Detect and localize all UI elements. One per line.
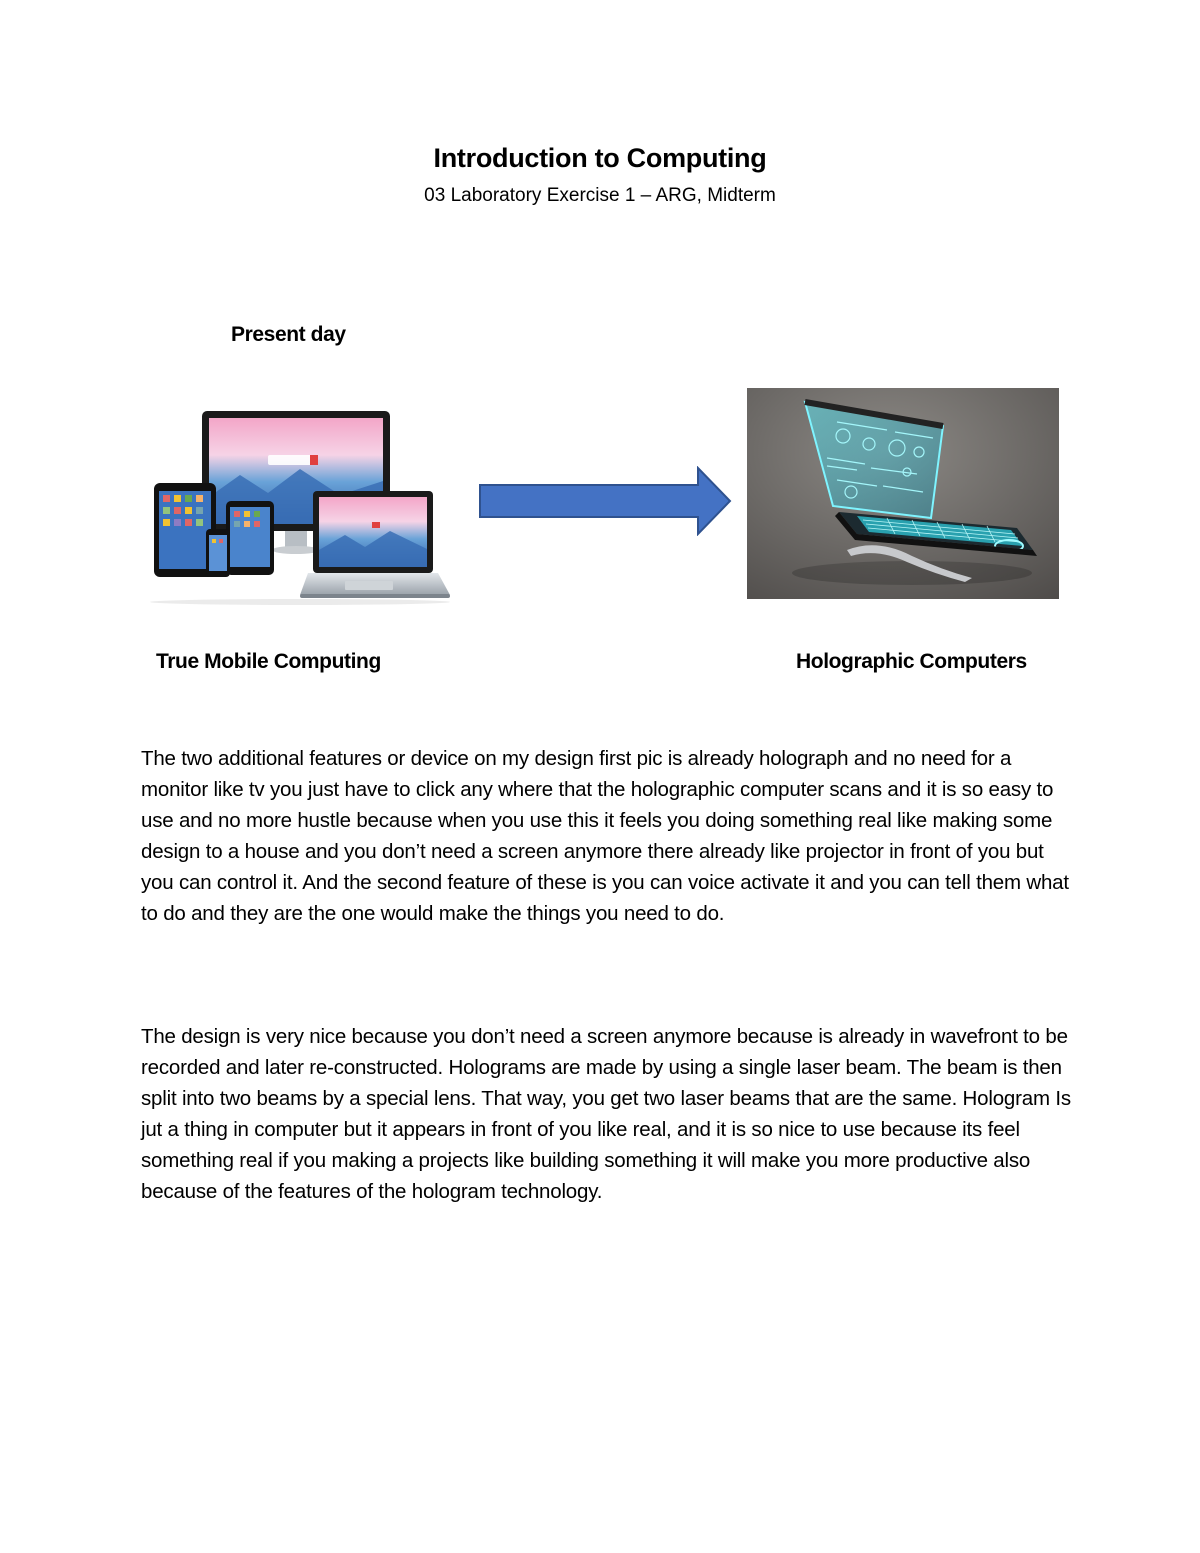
holographic-computers-caption: Holographic Computers	[796, 650, 1027, 673]
holographic-computer-image	[747, 388, 1059, 599]
right-arrow-icon	[476, 466, 734, 536]
document-title: Introduction to Computing	[433, 143, 767, 173]
paragraph-design: The design is very nice because you don’t need a screen anymore because is already in wavefront to be recorded and later re-constructed. Holograms are made by using a single laser beam. The beam is then split into two beams by a special lens. That way, you get two laser beams that are the same. Hologram Is jut a thing in computer but it appears in front of you like real, and it is so nice to use because its feel something real if you making a projects like building something it will make you more productive also because of the features of the hologram technology.	[141, 1025, 1071, 1203]
present-day-label: Present day	[231, 323, 346, 346]
mobile-devices-image	[150, 405, 455, 605]
document-subtitle: 03 Laboratory Exercise 1 – ARG, Midterm	[424, 185, 776, 206]
paragraph-features: The two additional features or device on my design first pic is already holograph and no need for a monitor like tv you just have to click any where that the holographic computer scans and it is so easy to use and no more hustle because when you use this it feels you doing something real like making some design to a house and you don’t need a screen anymore there already like projector in front of you but you can control it. And the second feature of these is you can voice activate it and you can tell them what to do and they are the one would make the things you need to do.	[141, 747, 1069, 925]
true-mobile-computing-caption: True Mobile Computing	[156, 650, 381, 673]
